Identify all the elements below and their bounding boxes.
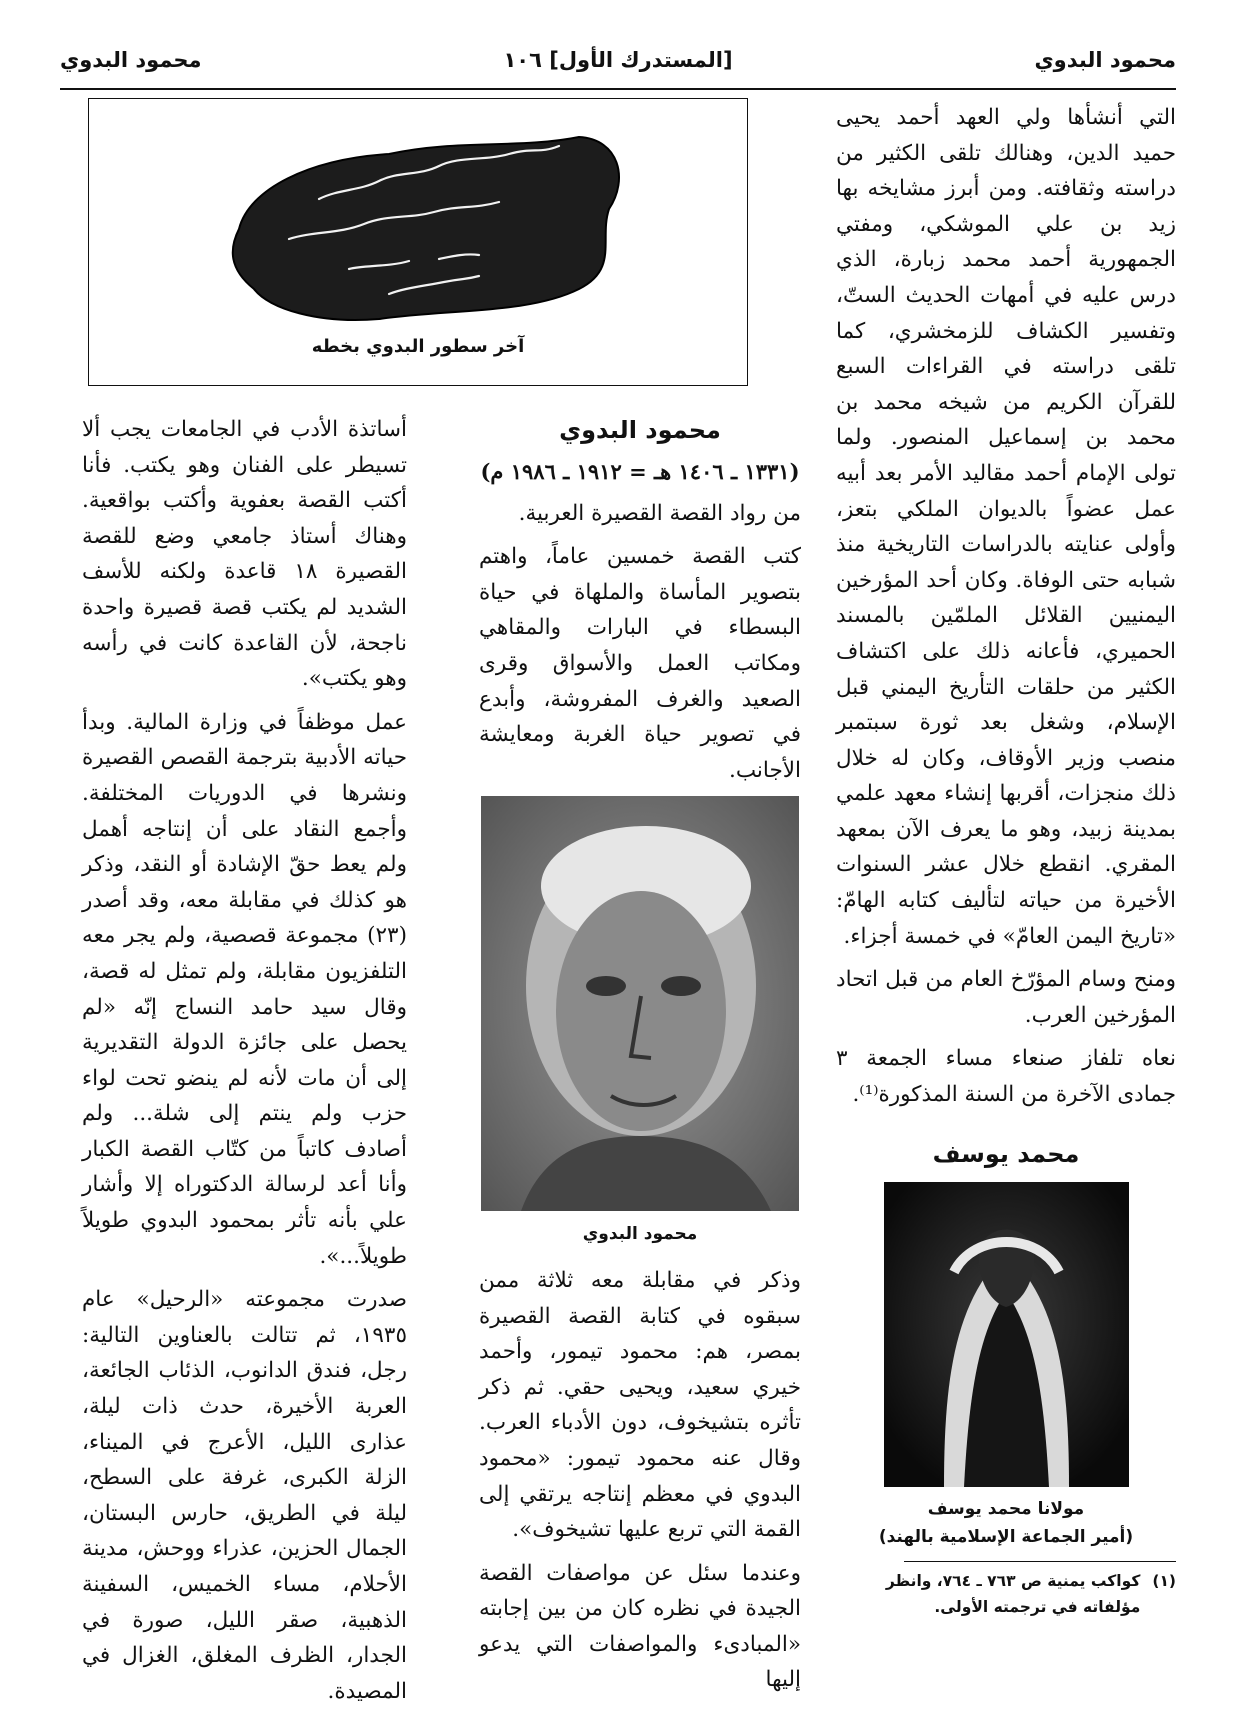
handwriting-image (199, 119, 639, 329)
portrait-photo-muhammad-yusuf (884, 1182, 1129, 1487)
handwriting-figure (88, 98, 748, 386)
photo-caption-title: (أمير الجماعة الإسلامية بالهند) (878, 1527, 1134, 1548)
paragraph: ومنح وسام المؤرّخ العام من قبل اتحاد المؤرخين العرب. (836, 967, 1176, 1028)
photo-caption (836, 1495, 1176, 1551)
footnote-text: كواكب يمنية ص ٧٦٣ ـ ٧٦٤، وانظر مؤلفاته في ترجمته الأولى. (885, 1572, 1141, 1617)
paragraph: كتب القصة خمسين عاماً، واهتم بتصوير المأساة والملهاة في حياة البسطاء في البارات والمقاهي ومكاتب العمل والأسواق وقرى الصعيد والغرف المفروشة، وأبدع في تصوير حياة الغربة ومعايشة الأجانب. (479, 544, 801, 783)
footnote (836, 1568, 1176, 1620)
middle-column (479, 412, 801, 1706)
header-left-name: محمود البدوي (60, 48, 202, 72)
section-title: محمد يوسف (932, 1139, 1080, 1168)
header-center: [المستدرك الأول] ١٠٦ (503, 48, 733, 72)
paragraph: وذكر في مقابلة معه ثلاثة ممن سبقوه في كتابة القصة القصيرة بمصر، هم: محمود تيمور، وأحمد خيري سعيد، ويحيى حقي. ثم ذكر تأثره بتشيخوف، دون الأدباء العرب. وقال عنه محمود تيمور: «محمود البدوي في معظم إنتاجه يرتقي إلى القمة التي تربع عليها تشيخوف». (479, 1267, 801, 1543)
paragraph: من رواد القصة القصيرة العربية. (518, 500, 801, 526)
paragraph: صدرت مجموعته «الرحيل» عام ١٩٣٥، ثم تتالت بالعناوين التالية: رجل، فندق الدانوب، الذئاب الجائعة، العربة الأخيرة، حدث ذات ليلة، عذارى الليل، الأعرج في الميناء، الزلة الكبرى، غرفة على السطح، ليلة في الطريق، حارس البستان، الجمال الحزين، عذراء ووحش، مدينة الأحلام، مساء الخميس، السفينة الذهبية، صقر الليل، صورة في الجدار، الظرف المغلق، الغزال في المصيدة. (82, 1287, 407, 1704)
header-rule (60, 88, 1176, 90)
left-column (82, 412, 407, 1717)
biography-title: محمود البدوي (559, 416, 721, 444)
paragraph: نعاه تلفاز صنعاء مساء الجمعة ٣ جمادى الآخرة من السنة المذكورة⁽¹⁾. (836, 1046, 1176, 1108)
paragraph: التي أنشأها ولي العهد أحمد يحيى حميد الدين، وهنالك تلقى الكثير من دراسته وثقافته. ومن أبرز مشايخه بها زيد بن علي الموشكي، ومفتي الجمهورية أحمد محمد زبارة، الذي درس عليه في أمهات الحديث الستّ، وتفسير الكشاف للزمخشري، كما تلقى دراسته في القراءات السبع للقرآن الكريم من شيخه محمد بن محمد بن إسماعيل المنصور. ولما تولى الإمام أحمد مقاليد الأمر بعد أبيه عمل عضواً بالديوان الملكي بتعز، وأولى عنايته بالدراسات التاريخية منذ شبابه حتى الوفاة. وكان أحد المؤرخين اليمنيين القلائل الملمّين بالمسند الحميري، فأعانه ذلك على اكتشاف الكثير من حلقات التأريخ اليمني قبل الإسلام، وشغل بعد ثورة سبتمبر منصب وزير الأوقاف، وكان له خلال ذلك منجزات، أقربها إنشاء معهد علمي بمدينة زبيد، وهو ما يعرف الآن بمعهد المقري. انقطع خلال عشر السنوات الأخيرة من حياته لتأليف كتابه الهامّ: «تاريخ اليمن العامّ» في خمسة أجزاء. (836, 105, 1176, 949)
paragraph: عمل موظفاً في وزارة المالية. وبدأ حياته الأدبية بترجمة القصص القصيرة ونشرها في الدوريات المختلفة. وأجمع النقاد على أن إنتاجه أهمل ولم يعط حقّ الإشادة أو النقد، وذكر هو كذلك في مقابلة معه، وقد أصدر (٢٣) مجموعة قصصية، ولم يجر معه التلفزيون مقابلة، ولم تمثل له قصة، وقال سيد حامد النساج إنّه «لم يحصل على جائزة الدولة التقديرية إلى أن مات لأنه لم ينضو تحت لواء حزب ولم ينتم إلى شلة... ولم أصادف كاتباً من كتّاب القصة الكبار وأنا أعد لرسالة الدكتوراه إلا وأشار علي بأنه تأثر بمحمود البدوي طويلاً طويلاً...». (82, 709, 407, 1269)
photo-caption-name: مولانا محمد يوسف (927, 1499, 1085, 1520)
portrait-photo-mahmoud-badawi (481, 796, 799, 1211)
paragraph: وعندما سئل عن مواصفات القصة الجيدة في نظره كان من بين إجابته «المبادىء والمواصفات التي يدعو إليها (479, 1560, 801, 1693)
biography-dates: (١٣٣١ ـ ١٤٠٦ هـ = ١٩١٢ ـ ١٩٨٦ م) (480, 459, 800, 484)
page-header (60, 40, 1176, 80)
paragraph: أساتذة الأدب في الجامعات يجب ألا تسيطر على الفنان وهو يكتب. فأنا أكتب القصة بعفوية وأكتب بواقعية. وهناك أستاذ جامعي وضع للقصة القصيرة ١٨ قاعدة ولكنه للأسف الشديد لم يكتب قصة قصيرة واحدة ناجحة، لأن القاعدة كانت في رأسه وهو يكتب». (82, 417, 407, 692)
footnote-rule (904, 1561, 1176, 1562)
header-right-name: محمود البدوي (1034, 48, 1176, 72)
right-column (836, 100, 1176, 1620)
figure-caption: آخر سطور البدوي بخطه (311, 336, 525, 357)
footnote-number: (١) (1152, 1572, 1176, 1591)
photo-caption: محمود البدوي (582, 1224, 698, 1245)
